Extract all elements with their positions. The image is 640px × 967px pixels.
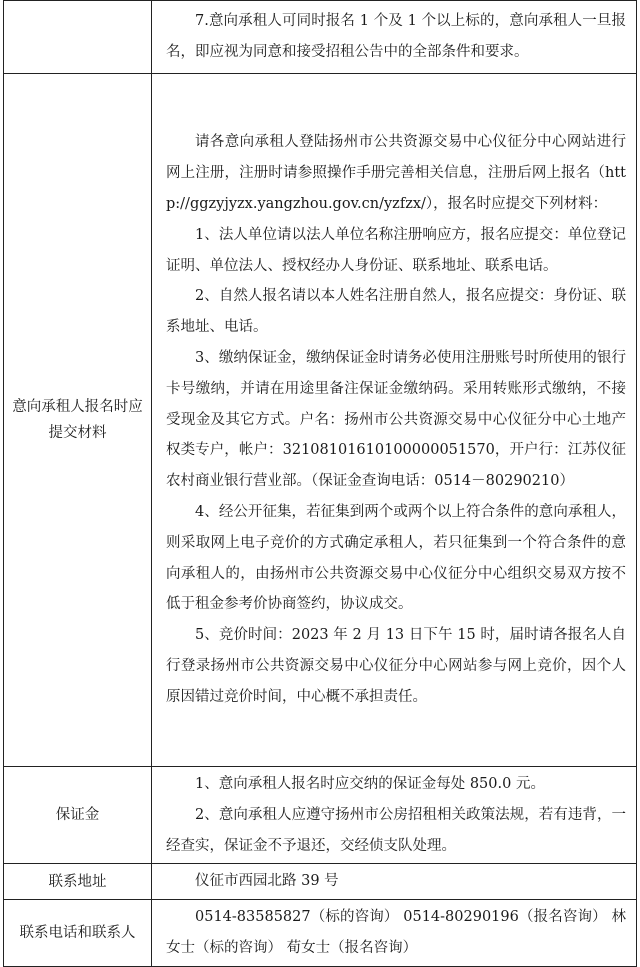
materials-item-4: 4、经公开征集，若征集到两个或两个以上符合条件的意向承租人，则采取网上电子竞价的方式确定承租人，若只征集到一个符合条件的意向承租人的，由扬州市公共资源交易中心仪征分中心组织交易双方按不低于租金参考价协商签约，协议成交。 (166, 503, 626, 613)
contact-label: 联系电话和联系人 (4, 900, 152, 967)
deposit-item-2: 2、意向承租人应遵守扬州市公房招租相关政策法规，若有违背，一经查实，保证金不予退还，交经侦支队处理。 (166, 806, 626, 854)
deposit-item-1: 1、意向承租人报名时应交纳的保证金每处 850.0 元。 (195, 776, 545, 792)
materials-item-3: 3、缴纳保证金，缴纳保证金时请务必使用注册账号时所使用的银行卡号缴纳，并请在用途里备注保证金缴纳码。采用转账形式缴纳，不接受现金及其它方式。户名：扬州市公共资源交易中心仪征分中心土地产权类专户，帐户：32108101610100000051570，开户行：江苏仪征农村商业银行营业部。（保证金查询电话：0514－80290210） (166, 350, 626, 490)
materials-intro: 请各意向承租人登陆扬州市公共资源交易中心仪征分中心网站进行网上注册，注册时请参照操作手册完善相关信息，注册后网上报名（http://ggzyjyzx.yangzhou.gov.cn/yzfzx/），报名时应提交下列材料： (166, 134, 626, 213)
address-label: 联系地址 (4, 864, 152, 900)
deposit-row (4, 767, 637, 864)
materials-row (4, 74, 637, 767)
materials-cell (152, 74, 637, 767)
clause7-cell (152, 1, 637, 74)
address-cell (152, 864, 637, 900)
announcement-table (3, 0, 637, 967)
clause7-text: 7.意向承租人可同时报名 1 个及 1 个以上标的，意向承租人一旦报名，即应视为同意和接受招租公告中的全部条件和要求。 (166, 13, 626, 60)
materials-label: 意向承租人报名时应提交材料 (4, 74, 152, 767)
clause7-row (4, 1, 637, 74)
deposit-cell (152, 767, 637, 864)
materials-item-5: 5、竞价时间：2023 年 2 月 13 日下午 15 时，届时请各报名人自行登录扬州市公共资源交易中心仪征分中心网站参与网上竞价，因个人原因错过竞价时间，中心概不承担责任。 (166, 627, 626, 705)
materials-item-2: 2、自然人报名请以本人姓名注册自然人，报名应提交：身份证、联系地址、电话。 (166, 288, 626, 336)
contact-cell (152, 900, 637, 967)
address-row (4, 864, 637, 900)
address-text: 仪征市西园北路 39 号 (195, 873, 339, 890)
materials-item-1: 1、法人单位请以法人单位名称注册响应方，报名应提交：单位登记证明、单位法人、授权经办人身份证、联系地址、联系电话。 (166, 226, 626, 274)
contact-text: 0514-83585827（标的咨询） 0514-80290196（报名咨询） 林女士（标的咨询） 荀女士（报名咨询） (166, 909, 626, 956)
clause7-label (4, 1, 152, 74)
deposit-label: 保证金 (4, 767, 152, 864)
contact-row (4, 900, 637, 967)
